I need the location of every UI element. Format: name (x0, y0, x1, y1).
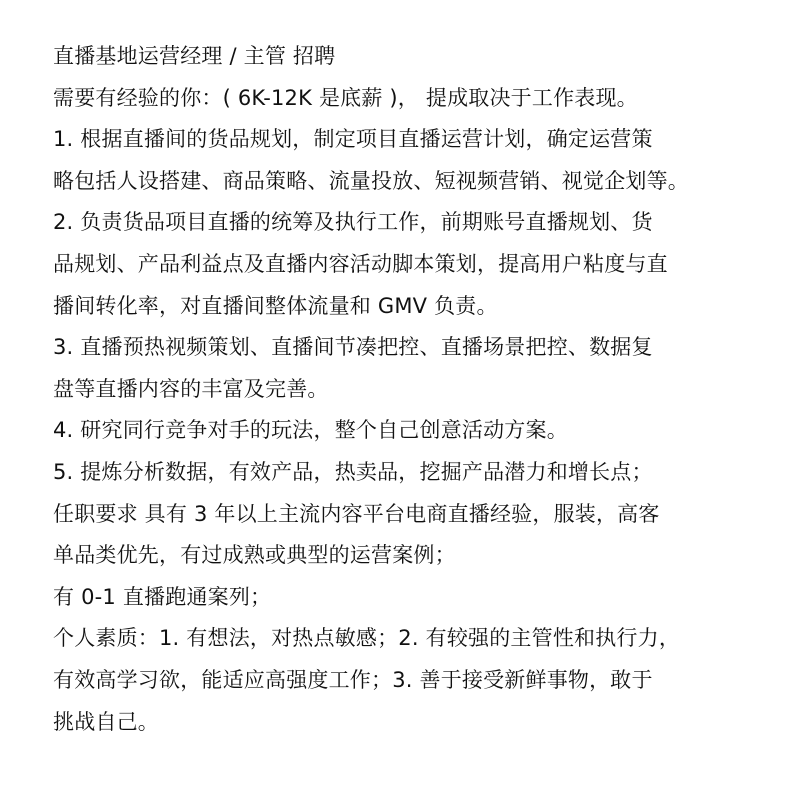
duty-4-line: 4. 研究同行竞争对手的玩法，整个自己创意活动方案。 (53, 418, 568, 443)
qualities-line-3: 挑战自己。 (53, 709, 159, 734)
job-posting-text (53, 36, 773, 743)
duty-1-line-1: 1. 根据直播间的货品规划，制定项目直播运营计划，确定运营策 (53, 127, 653, 152)
requirements-line-1: 任职要求 具有 3 年以上主流内容平台电商直播经验，服装，高客 (53, 501, 660, 526)
requirements-line-3: 有 0-1 直播跑通案列； (53, 584, 272, 609)
duty-5-line: 5. 提炼分析数据，有效产品，热卖品，挖掘产品潜力和增长点； (53, 459, 653, 484)
duty-3-line-2: 盘等直播内容的丰富及完善。 (53, 376, 329, 401)
duty-2-line-1: 2. 负责货品项目直播的统筹及执行工作，前期账号直播规划、货 (53, 210, 653, 235)
duty-2-line-3: 播间转化率，对直播间整体流量和 GMV 负责。 (53, 293, 498, 318)
posting-title: 直播基地运营经理 / 主管 招聘 (53, 44, 336, 68)
duty-1-line-2: 略包括人设搭建、商品策略、流量投放、短视频营销、视觉企划等。 (53, 168, 689, 193)
requirements-line-2: 单品类优先，有过成熟或典型的运营案例； (53, 543, 456, 568)
salary-line: 需要有经验的你：( 6K-12K 是底薪 )， 提成取决于工作表现。 (53, 85, 638, 110)
qualities-line-2: 有效高学习欲，能适应高强度工作；3. 善于接受新鲜事物，敢于 (53, 667, 653, 692)
duty-2-line-2: 品规划、产品利益点及直播内容活动脚本策划，提高用户粘度与直 (53, 251, 668, 276)
duty-3-line-1: 3. 直播预热视频策划、直播间节凑把控、直播场景把控、数据复 (53, 335, 653, 360)
qualities-line-1: 个人素质：1. 有想法，对热点敏感；2. 有较强的主管性和执行力， (53, 626, 681, 651)
